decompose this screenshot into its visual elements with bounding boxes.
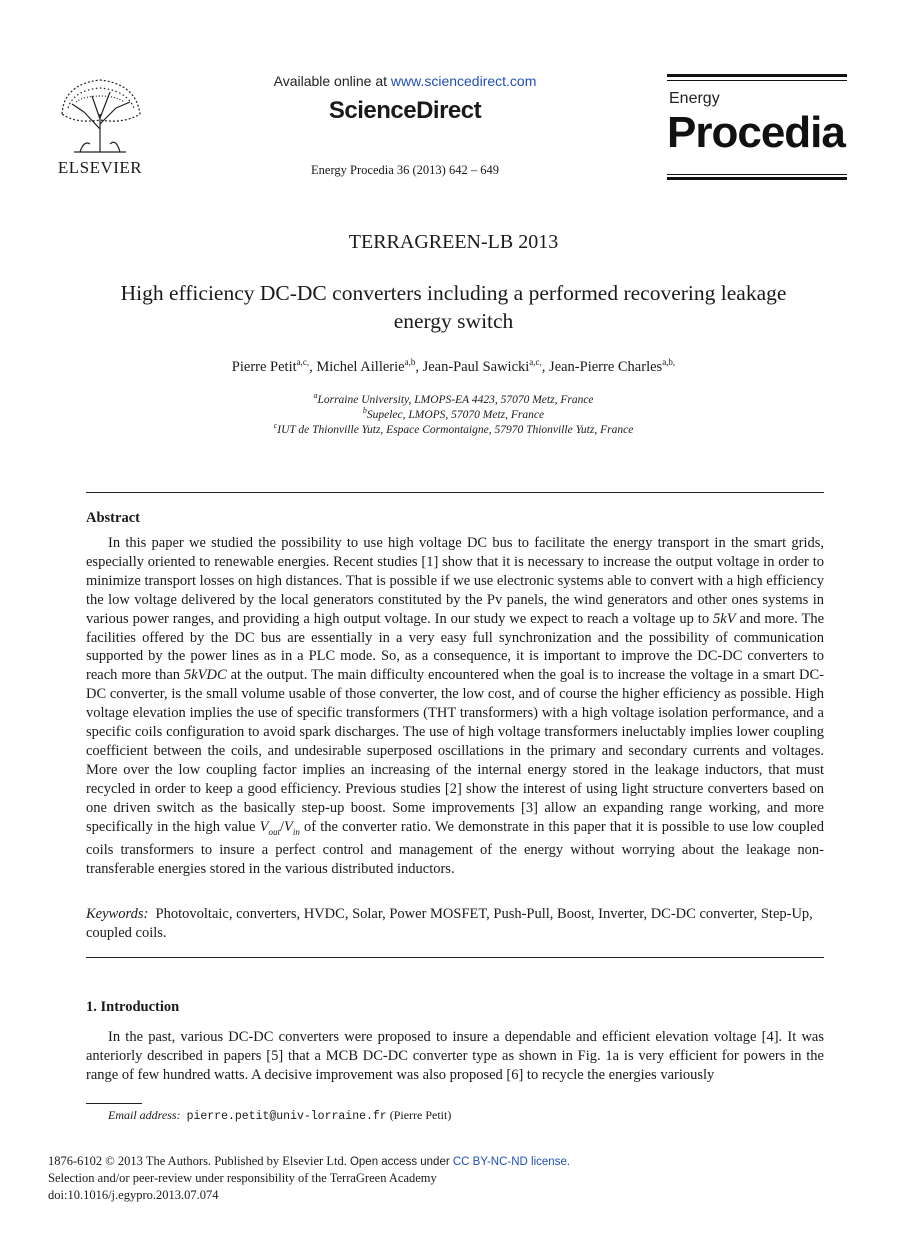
license-link[interactable]: CC BY-NC-ND license. xyxy=(452,1156,571,1168)
paper-title-line-2: energy switch xyxy=(393,309,514,333)
keywords-label: Keywords: xyxy=(86,906,149,922)
journal-reference: Energy Procedia 36 (2013) 642 – 649 xyxy=(311,163,499,177)
section-heading-introduction: 1. Introduction xyxy=(86,999,180,1015)
logo-rule-top xyxy=(667,74,847,77)
abstract-math: V xyxy=(284,818,293,835)
logo-energy-text: Energy xyxy=(669,90,720,107)
affiliation-b xyxy=(0,406,907,421)
author-affiliation-mark: a,b, xyxy=(662,357,676,367)
conference-name: TERRAGREEN-LB 2013 xyxy=(348,231,559,253)
abstract-math-sub: out xyxy=(268,826,280,837)
paper-title-line-1: High efficiency DC-DC converters including a performed recovering leakage xyxy=(120,281,787,305)
author-name: Michel Aillerie xyxy=(316,358,405,375)
footer-copyright xyxy=(48,1154,570,1169)
affiliation-a xyxy=(0,391,907,406)
abstract-body xyxy=(86,534,824,879)
open-access-text: Open access under xyxy=(349,1156,453,1168)
introduction-body: In the past, various DC-DC converters were proposed to insure a dependable and efficient elevation voltage [4]. It was anteriorly described in papers [5] that a MCB DC-DC converter type as shown in Fig. 1a is very efficient for powers in the range of few hundred watts. A decisive improvement was also proposed [6] to recycle the energies variously xyxy=(86,1029,824,1083)
email-owner: (Pierre Petit) xyxy=(386,1108,452,1122)
paper-title xyxy=(80,279,827,335)
logo-rule-bottom-thin xyxy=(667,174,847,175)
affiliation-mark: c xyxy=(273,421,278,430)
logo-procedia-text: Procedia xyxy=(667,108,845,157)
email-address[interactable]: pierre.petit@univ-lorraine.fr xyxy=(186,1110,387,1123)
divider-top xyxy=(86,492,824,493)
author-separator: , xyxy=(541,358,550,375)
affiliation-text: Lorraine University, LMOPS-EA 4423, 57070 Metz, France xyxy=(317,393,594,406)
abstract-math: V xyxy=(259,818,269,835)
footnote-rule xyxy=(86,1103,142,1104)
divider-bottom xyxy=(86,957,824,958)
affiliation-text: IUT de Thionville Yutz, Espace Cormontaigne, 57970 Thionville Yutz, France xyxy=(277,423,634,436)
elsevier-wordmark: ELSEVIER xyxy=(57,158,143,177)
author-separator: , xyxy=(309,358,317,375)
author-separator: , xyxy=(415,358,423,375)
abstract-math: / xyxy=(280,818,285,835)
email-label: Email address: xyxy=(108,1108,181,1122)
affiliation-mark: b xyxy=(362,406,367,415)
copyright-text: 1876-6102 © 2013 The Authors. Published by Elsevier Ltd. xyxy=(48,1154,350,1168)
abstract-text-part: at the output. The main difficulty encountered when the goal is to increase the voltage in a smart DC-DC converter, is the small volume usable of those converter, the low cost, and of course the higher efficiency as possible. High voltage elevation implies the use of specific transformers (THT transformers) with a high voltage isolation performance, and a specific coils configuration to avoid spark discharges. The use of high voltage transformers ineluctably implies lower coupling coefficient between the coils, and undesirable superposed oscillations in the primary and secondary currents and voltages. More over the low coupling factor implies an increasing of the internal energy stored in the leakage inductors, that must recycled in order to keep a good efficiency. Previous studies [2] show the interest of using light structure converters based on one driven switch as the basically step-up boost. Some improvements [3] allow an expanding range working, and more specifically in the high value xyxy=(86,667,824,835)
abstract-text-part: In this paper we studied the possibility to use high voltage DC bus to facilitate the energy transport in the smart grids, especially oriented to renewable energies. Recent studies [1] show that it is necessary to increase the output voltage in order to minimize transport losses on high distances. That is possible if we use electronic systems able to convert with a high efficiency the low voltage delivered by the local generators constituted by the Pv panels, the wind generators and other ones systems in various power ranges, and providing a high output voltage. In our study we expect to reach a voltage up to xyxy=(86,535,824,627)
author-name: Pierre Petit xyxy=(231,358,297,375)
elsevier-logo xyxy=(52,74,148,178)
sciencedirect-link[interactable]: www.sciencedirect.com xyxy=(390,73,537,89)
logo-rule-bottom xyxy=(667,177,847,180)
author-affiliation-mark: a,c, xyxy=(529,357,542,367)
footnote-email xyxy=(108,1108,451,1123)
affiliation-text: Supelec, LMOPS, 57070 Metz, France xyxy=(366,408,545,421)
abstract-heading: Abstract xyxy=(86,510,140,526)
available-online-line xyxy=(200,73,610,89)
abstract-math-sub: in xyxy=(292,826,300,837)
author-affiliation-mark: a,b xyxy=(404,357,416,367)
affiliation-c xyxy=(0,421,907,436)
abstract-math: 5kVDC xyxy=(183,667,227,684)
author-list xyxy=(0,357,907,376)
abstract-text-part: and more. The facilities offered by the DC bus are essentially in a very easy full synchronization and the possibility of communication supported by the power lines as in a PLC mode. So, as a consequence, it is important to improve the DC-DC converters to reach more than xyxy=(86,610,825,684)
abstract-math: 5kV xyxy=(713,610,736,627)
keywords xyxy=(86,905,824,943)
abstract-text-part: of the converter ratio. We demonstrate in this paper that it is possible to use low coupled coils transformers to insure a perfect control and management of the energy without worrying about the leakage non-transferable energies stored in the various distributed inductors. xyxy=(86,818,824,878)
elsevier-tree-icon xyxy=(54,74,146,154)
available-online-text: Available online at xyxy=(273,73,391,89)
sciencedirect-logo: ScienceDirect xyxy=(328,97,482,124)
logo-rule-top-thin xyxy=(667,80,847,81)
affiliation-mark: a xyxy=(313,391,318,400)
energy-procedia-logo xyxy=(667,74,847,182)
author-name: Jean-Pierre Charles xyxy=(549,358,663,375)
author-affiliation-mark: a,c, xyxy=(296,357,310,367)
footer-doi: doi:10.1016/j.egypro.2013.07.074 xyxy=(48,1188,219,1202)
footer-peer-review: Selection and/or peer-review under responsibility of the TerraGreen Academy xyxy=(48,1171,437,1185)
keywords-text: Photovoltaic, converters, HVDC, Solar, Power MOSFET, Push-Pull, Boost, Inverter, DC-DC converter, Step-Up, coupled coils. xyxy=(86,906,813,941)
author-name: Jean-Paul Sawicki xyxy=(422,358,530,375)
